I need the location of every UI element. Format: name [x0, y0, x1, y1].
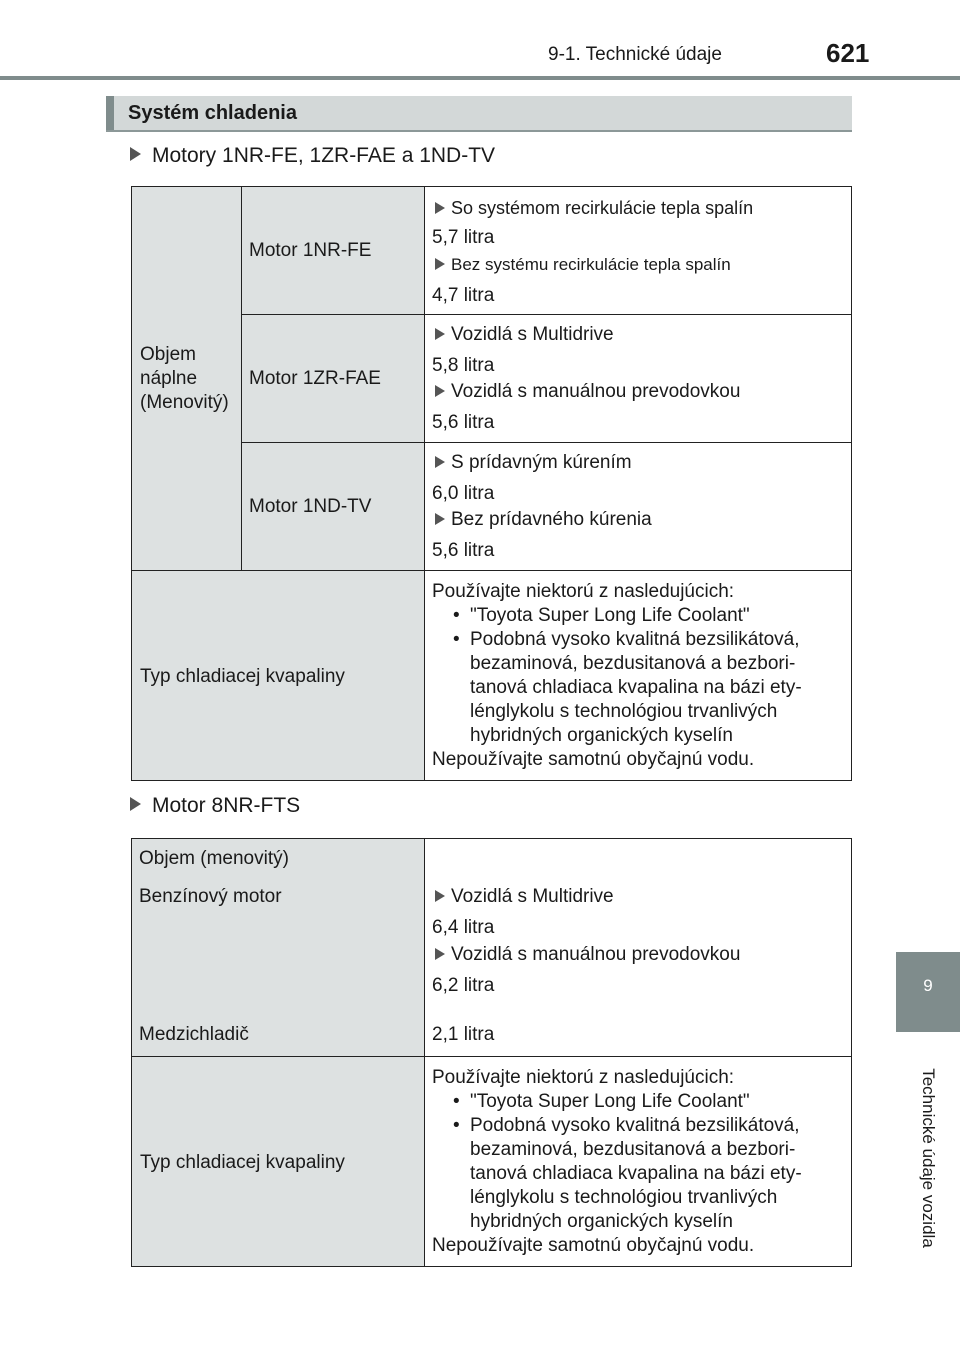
variant-row — [435, 508, 652, 532]
variant-value: 5,8 litra — [432, 355, 495, 376]
variant-label: Vozidlá s manuálnou prevodovkou — [451, 381, 741, 402]
variant-value: 6,4 litra — [432, 917, 495, 938]
bullet-dot: • — [453, 1115, 460, 1136]
chapter-tab[interactable] — [896, 952, 960, 1032]
capacity-label-line: Objem — [140, 344, 196, 365]
engine-values-cell — [424, 186, 852, 315]
page-number: 621 — [826, 38, 870, 68]
variant-value: 4,7 litra — [432, 285, 495, 306]
coolant-label-cell — [131, 570, 425, 781]
capacity-label: Objem (menovitý) — [139, 848, 289, 869]
triangle-bullet-icon — [435, 513, 445, 525]
coolant-intro: Používajte niektorú z nasledujúcich: — [432, 1067, 735, 1088]
bullet-dot: • — [453, 629, 460, 650]
capacity-label-cell — [131, 838, 425, 1057]
coolant-label: Typ chladiacej kvapaliny — [140, 1152, 345, 1173]
variant-row — [435, 323, 614, 347]
coolant-option-line: bezaminová, bezdusitanová a bezbori- — [470, 1139, 796, 1160]
variant-row — [435, 885, 614, 909]
triangle-bullet-icon — [435, 456, 445, 468]
triangle-bullet-icon — [130, 797, 141, 811]
coolant-option-line: hybridných organických kyselín — [470, 1211, 733, 1232]
capacity-values-cell — [424, 838, 852, 1057]
variant-label: Vozidlá s Multidrive — [451, 324, 614, 345]
section-heading: Systém chladenia — [128, 102, 297, 124]
intercooler-label: Medzichladič — [139, 1024, 249, 1045]
chapter-title: Technické údaje vozidla — [919, 1068, 938, 1248]
variant-value: 5,7 litra — [432, 227, 495, 248]
variant-row — [435, 451, 632, 475]
subheading-text: Motory 1NR-FE, 1ZR-FAE a 1ND-TV — [152, 144, 496, 167]
petrol-label: Benzínový motor — [139, 886, 282, 907]
triangle-bullet-icon — [435, 890, 445, 902]
bullet-dot: • — [453, 1091, 460, 1112]
capacity-label-line: (Menovitý) — [140, 392, 229, 413]
variant-label: S prídavným kúrením — [451, 452, 632, 473]
engine-name: Motor 1ZR-FAE — [249, 368, 381, 389]
section-accent — [106, 96, 114, 130]
engine-name: Motor 1NR-FE — [249, 240, 372, 261]
variant-value: 5,6 litra — [432, 540, 495, 561]
variant-value: 6,0 litra — [432, 483, 495, 504]
coolant-label-cell — [131, 1056, 425, 1267]
coolant-option-line: lénglykolu s technológiou trvanlivých — [470, 701, 778, 722]
variant-label: So systémom recirkulácie tepla spalín — [451, 198, 754, 218]
engine-name-cell — [241, 314, 425, 443]
variant-row — [435, 253, 731, 277]
intercooler-value: 2,1 litra — [432, 1024, 495, 1045]
coolant-label: Typ chladiacej kvapaliny — [140, 666, 345, 687]
coolant-option-line: Podobná vysoko kvalitná bezsilikátová, — [470, 629, 800, 650]
engine-name-cell — [241, 186, 425, 315]
variant-label: Bez systému recirkulácie tepla spalín — [451, 255, 731, 274]
subheading-text: Motor 8NR-FTS — [152, 794, 301, 817]
coolant-outro: Nepoužívajte samotnú obyčajnú vodu. — [432, 1235, 755, 1256]
header-rule — [0, 76, 960, 80]
coolant-option-line: tanová chladiaca kvapalina na bázi ety- — [470, 1163, 802, 1184]
triangle-bullet-icon — [130, 147, 141, 161]
variant-row — [435, 380, 740, 404]
bullet-dot: • — [453, 605, 460, 626]
coolant-outro: Nepoužívajte samotnú obyčajnú vodu. — [432, 749, 755, 770]
variant-label: Vozidlá s Multidrive — [451, 886, 614, 907]
coolant-option-line: tanová chladiaca kvapalina na bázi ety- — [470, 677, 802, 698]
variant-value: 6,2 litra — [432, 975, 495, 996]
coolant-option: "Toyota Super Long Life Coolant" — [470, 605, 750, 626]
variant-row — [435, 196, 753, 221]
coolant-option: "Toyota Super Long Life Coolant" — [470, 1091, 750, 1112]
coolant-values-cell — [424, 570, 852, 781]
running-header-title: 9-1. Technické údaje — [548, 44, 722, 65]
chapter-number: 9 — [923, 976, 933, 995]
variant-label: Vozidlá s manuálnou prevodovkou — [451, 944, 741, 965]
triangle-bullet-icon — [435, 328, 445, 340]
engine-name: Motor 1ND-TV — [249, 496, 372, 517]
triangle-bullet-icon — [435, 202, 445, 214]
coolant-option-line: bezaminová, bezdusitanová a bezbori- — [470, 653, 796, 674]
coolant-option-line: Podobná vysoko kvalitná bezsilikátová, — [470, 1115, 800, 1136]
coolant-option-line: hybridných organických kyselín — [470, 725, 733, 746]
triangle-bullet-icon — [435, 385, 445, 397]
triangle-bullet-icon — [435, 948, 445, 960]
subheading-engines-1 — [130, 144, 495, 168]
coolant-values-cell — [424, 1056, 852, 1267]
subheading-engines-2 — [130, 794, 300, 818]
variant-label: Bez prídavného kúrenia — [451, 509, 652, 530]
variant-row — [435, 943, 740, 967]
engine-name-cell — [241, 442, 425, 571]
variant-value: 5,6 litra — [432, 412, 495, 433]
engine-values-cell — [424, 314, 852, 443]
coolant-intro: Používajte niektorú z nasledujúcich: — [432, 581, 735, 602]
engine-values-cell — [424, 442, 852, 571]
capacity-label-line: náplne — [140, 368, 198, 389]
coolant-option-line: lénglykolu s technológiou trvanlivých — [470, 1187, 778, 1208]
section-heading-bar — [106, 96, 852, 132]
capacity-label-cell — [131, 186, 242, 571]
triangle-bullet-icon — [435, 258, 445, 270]
